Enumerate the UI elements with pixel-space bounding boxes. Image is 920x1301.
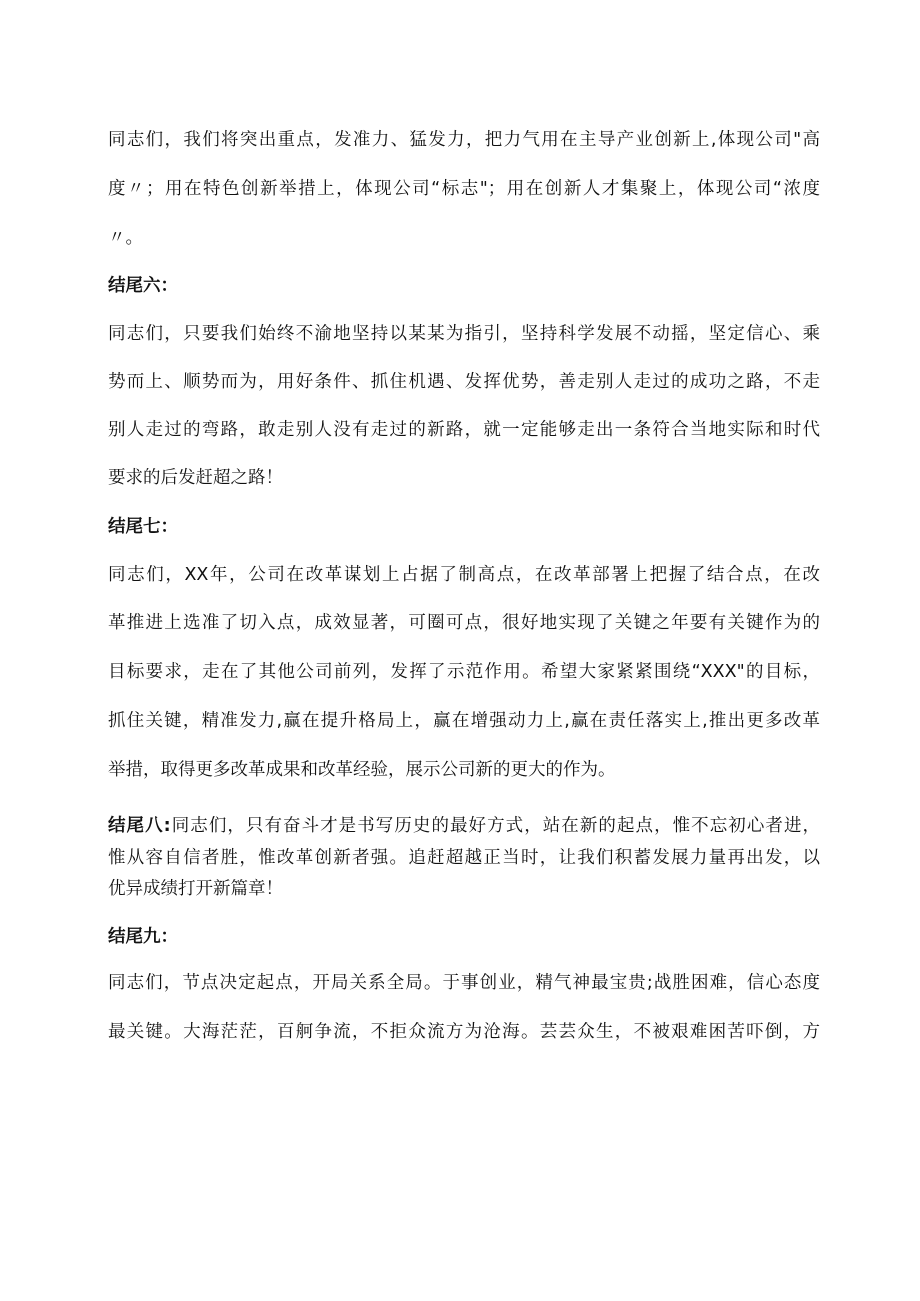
paragraph-line: 同志们，我们将突出重点，发准力、猛发力，把力气用在主导产业创新上,体现公司"高 (108, 130, 820, 150)
paragraph-line-with-heading (108, 814, 820, 838)
paragraph-line: 抓住关键，精准发力,赢在提升格局上，赢在增强动力上,赢在责任落实上,推出更多改革 (108, 711, 820, 731)
paragraph-line: 势而上、顺势而为，用好条件、抓住机遇、发挥优势，善走别人走过的成功之路，不走 (108, 372, 820, 392)
paragraph-line: 同志们，XX年，公司在改革谋划上占据了制高点，在改革部署上把握了结合点，在改 (108, 565, 820, 585)
paragraph-line: 惟从容自信者胜，惟改革创新者强。追赶超越正当时，让我们积蓄发展力量再出发，以 (108, 848, 820, 868)
paragraph-line: 别人走过的弯路，敢走别人没有走过的新路，就一定能够走出一条符合当地实际和时代 (108, 420, 820, 440)
paragraph-line: 同志们，节点决定起点，开局关系全局。于事创业，精气神最宝贵;战胜困难，信心态度 (108, 973, 820, 993)
paragraph-line: 同志们，只要我们始终不渝地坚持以某某为指引，坚持科学发展不动摇，坚定信心、乘 (108, 324, 820, 344)
paragraph-line: 优异成绩打开新篇章！ (108, 879, 283, 899)
paragraph-line: 目标要求，走在了其他公司前列，发挥了示范作用。希望大家紧紧围绕“XXX"的目标， (108, 662, 820, 682)
paragraph-line: 度〃；用在特色创新举措上，体现公司“标志"；用在创新人才集聚上，体现公司“浓度 (108, 179, 820, 199)
paragraph-line: 〃。 (108, 228, 143, 248)
section-heading: 结尾六： (108, 276, 178, 296)
section-heading: 结尾七： (108, 517, 178, 537)
paragraph-line: 革推进上选准了切入点，成效显著，可圈可点，很好地实现了关键之年要有关键作为的 (108, 613, 820, 633)
section-heading: 结尾九： (108, 927, 178, 947)
paragraph-text: 同志们，只有奋斗才是书写历史的最好方式，站在新的起点，惟不忘初心者进， (170, 816, 820, 836)
paragraph-line: 举措，取得更多改革成果和改革经验，展示公司新的更大的作为。 (108, 760, 616, 780)
paragraph-line: 最关键。大海茫茫，百舸争流，不拒众流方为沧海。芸芸众生，不被艰难困苦吓倒，方 (108, 1022, 820, 1042)
paragraph-line: 要求的后发赶超之路！ (108, 468, 283, 488)
section-heading: 结尾八: (108, 816, 171, 836)
